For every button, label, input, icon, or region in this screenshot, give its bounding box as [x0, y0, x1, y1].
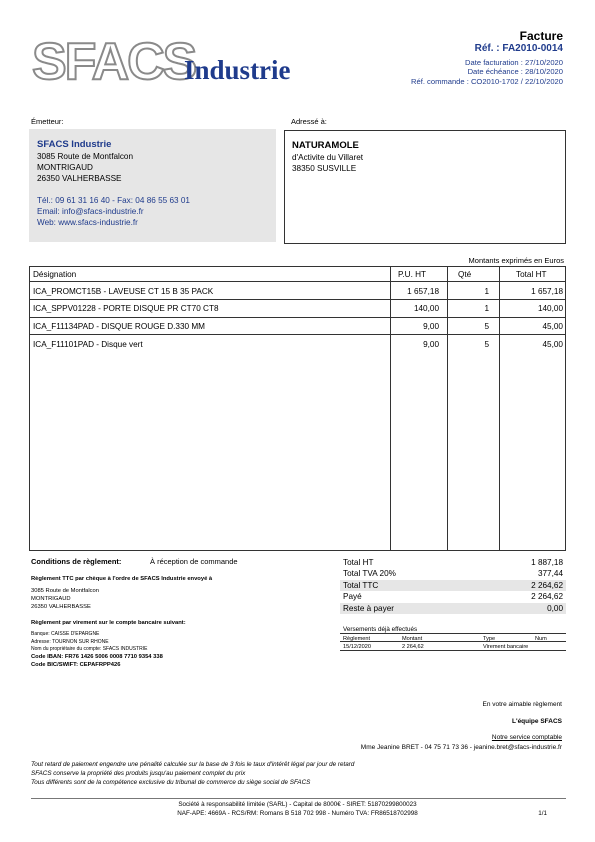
total-row: [340, 603, 566, 614]
invoice-reference: Réf. : FA2010-0014: [474, 43, 563, 54]
emitter-address-2: MONTRIGAUD: [37, 163, 93, 173]
bic-swift: Code BIC/SWIFT: CEPAFRPP426: [31, 662, 121, 668]
column-header-quantity: Qté: [458, 270, 472, 279]
legal-jurisdiction: Tous différents sont de la compétence exclusive du tribunal de commerce du siège social de SFACS: [31, 779, 311, 786]
total-label: Payé: [343, 592, 362, 602]
payment-amount: 2 264,62: [402, 643, 424, 650]
recipient-label: Adressé à:: [291, 117, 327, 126]
company-logo: [32, 34, 312, 94]
due-date: Date échéance : 28/10/2020: [467, 67, 563, 76]
account-owner: Nom du propriétaire du compte: SFACS INDUSTRIE: [31, 646, 148, 652]
order-reference: Réf. commande : CO2010-1702 / 22/10/2020: [411, 77, 563, 86]
total-row: [340, 591, 566, 602]
row-total: 45,00: [542, 322, 563, 331]
payments-row: [340, 642, 566, 651]
column-header-total: Total HT: [516, 270, 547, 279]
total-value: 2 264,62: [531, 592, 563, 602]
legal-ownership: SFACS conserve la propriété des produits jusqu'au paiement complet du prix: [31, 770, 246, 777]
row-designation: ICA_F11101PAD - Disque vert: [33, 340, 143, 349]
total-value: 1 887,18: [531, 558, 563, 567]
bank-address: Adresse: TOURNON SUR RHONE: [31, 639, 109, 645]
document-title: Facture: [519, 29, 563, 43]
bank-name: Banque: CAISSE D'EPARGNE: [31, 631, 100, 637]
payments-header-montant: Montant: [402, 635, 423, 642]
iban: Code IBAN: FR76 1426 5006 0008 7710 9354 338: [31, 654, 163, 660]
cheque-address-1: 3085 Route de Montfalcon: [31, 588, 100, 594]
total-value: 377,44: [537, 569, 563, 579]
total-label: Total TTC: [343, 580, 379, 590]
payments-made-title: Versements déjà effectués: [343, 626, 418, 633]
total-value: 2 264,62: [531, 580, 563, 590]
currency-note: Montants exprimés en Euros: [468, 256, 564, 265]
row-designation: ICA_F11134PAD - DISQUE ROUGE D.330 MM: [33, 322, 205, 331]
row-designation: ICA_SPPV01228 - PORTE DISQUE PR CT70 CT8: [33, 304, 219, 313]
total-value: 0,00: [547, 603, 563, 613]
row-total: 1 657,18: [531, 287, 563, 296]
emitter-address-3: 26350 VALHERBASSE: [37, 174, 122, 184]
payment-terms-label: Conditions de règlement:: [31, 557, 122, 566]
row-quantity: 1: [484, 287, 489, 296]
payment-date: 15/12/2020: [343, 643, 371, 650]
total-label: Total HT: [343, 558, 374, 567]
payments-header-type: Type: [483, 635, 496, 642]
emitter-box: [29, 129, 276, 242]
total-label: Total TVA 20%: [343, 569, 396, 579]
cheque-address-2: MONTRIGAUD: [31, 596, 71, 602]
payments-header-row: [340, 633, 566, 642]
logo-brand: SFACS: [32, 33, 196, 91]
items-table: [29, 266, 566, 551]
footer-company-info: Société à responsabilité limitée (SARL) - Capital de 8000€ - SIRET: 51870299800023: [178, 801, 417, 808]
column-divider: [390, 267, 391, 550]
row-quantity: 1: [484, 304, 489, 313]
emitter-address-1: 3085 Route de Montfalcon: [37, 152, 134, 161]
emitter-website[interactable]: Web: www.sfacs-industrie.fr: [37, 218, 138, 228]
cheque-instructions: Règlement TTC par chèque à l'ordre de SFACS Industrie envoyé à: [31, 576, 213, 582]
page-number: 1/1: [538, 810, 547, 817]
recipient-address-1: d'Activite du Villaret: [292, 153, 364, 162]
total-row: [340, 580, 566, 591]
row-unit-price: 9,00: [423, 322, 439, 331]
column-divider: [447, 267, 448, 550]
footer-divider: [31, 798, 566, 799]
payments-made-table: [340, 633, 566, 651]
emitter-phone: Tél.: 09 61 31 16 40 - Fax: 04 86 55 63 01: [37, 195, 190, 205]
invoice-date: Date facturation : 27/10/2020: [465, 58, 563, 67]
column-divider: [499, 267, 500, 550]
closing-salutation: En votre aimable règlement: [482, 701, 562, 708]
row-divider: [30, 317, 565, 318]
transfer-instructions: Règlement par virement sur le compte bancaire suivant:: [31, 620, 186, 626]
recipient-address-2: 38350 SUSVILLE: [292, 164, 357, 174]
row-quantity: 5: [484, 340, 489, 349]
emitter-email[interactable]: Email: info@sfacs-industrie.fr: [37, 206, 144, 216]
row-unit-price: 9,00: [423, 340, 439, 349]
payment-type: Virement bancaire: [483, 643, 529, 650]
closing-team: L'équipe SFACS: [512, 718, 562, 725]
emitter-name: SFACS Industrie: [37, 139, 112, 150]
row-divider: [30, 334, 565, 335]
accounting-service: Notre service comptable: [491, 734, 562, 741]
footer-registration: NAF-APE: 4669A - RCS/RM: Romans B 518 702 998 - Numéro TVA: FR86518702998: [177, 810, 418, 817]
accounting-contact: Mme Jeanine BRET - 04 75 71 73 36 - jeanine.bret@sfacs-industrie.fr: [360, 744, 562, 751]
legal-late-payment: Tout retard de paiement engendre une pénalité calculée sur la base de 3 fois le taux d'intérêt légal par jour de retard: [31, 761, 355, 768]
row-total: 140,00: [537, 304, 563, 313]
totals-block: [340, 557, 566, 614]
row-unit-price: 140,00: [413, 304, 439, 313]
header-divider: [30, 281, 565, 282]
payments-header-reglement: Règlement: [343, 635, 371, 642]
recipient-box: [284, 130, 566, 244]
column-header-unit-price: P.U. HT: [398, 270, 427, 279]
total-row: [340, 568, 566, 579]
logo-suffix: Industrie: [184, 55, 291, 85]
column-header-designation: Désignation: [33, 270, 77, 279]
payment-terms-value: À réception de commande: [150, 557, 238, 566]
total-label: Reste à payer: [343, 603, 394, 613]
recipient-name: NATURAMOLE: [292, 140, 359, 151]
row-total: 45,00: [542, 340, 563, 349]
total-row: [340, 557, 566, 568]
row-designation: ICA_PROMCT15B - LAVEUSE CT 15 B 35 PACK: [33, 287, 214, 296]
payments-header-num: Num: [535, 635, 547, 642]
row-unit-price: 1 657,18: [407, 287, 439, 296]
emitter-label: Émetteur:: [31, 117, 64, 126]
cheque-address-3: 26350 VALHERBASSE: [31, 604, 91, 610]
row-quantity: 5: [484, 322, 489, 331]
row-divider: [30, 299, 565, 300]
